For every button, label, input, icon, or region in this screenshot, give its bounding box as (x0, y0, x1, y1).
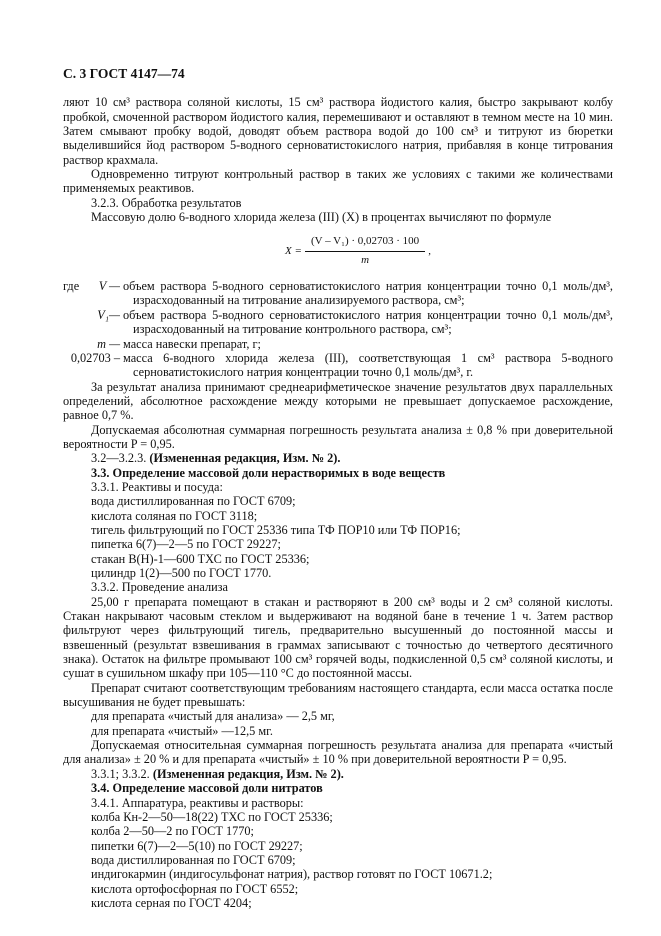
amendment-text: (Измененная редакция, Изм. № 2). (152, 766, 344, 781)
list-item: стакан В(Н)-1—600 ТХС по ГОСТ 25336; (91, 551, 310, 566)
section-heading: 3.4. Определение массовой доли нитратов (91, 781, 323, 796)
list-item: вода дистиллированная по ГОСТ 6709; (91, 494, 296, 509)
list-item: кислота соляная по ГОСТ 3118; (91, 508, 258, 523)
formula-lhs: X = (285, 244, 302, 257)
list-item: кислота серная по ГОСТ 4204; (91, 895, 252, 910)
fraction (305, 234, 425, 267)
subsection-heading: 3.3.1. Реактивы и посуда: (91, 479, 223, 494)
subsection-heading: 3.2.3. Обработка результатов (91, 195, 242, 210)
list-item: пипетка 6(7)—2—5 по ГОСТ 29227; (91, 537, 281, 552)
paragraph: Допускаемая относительная суммарная погрешность результата анализа для препарата «чистый для анализа» ± 20 % и для препарата «чистый» ± 10 % при доверительной вероятности P = 0,95. (63, 738, 613, 767)
paragraph: Препарат считают соответствующим требованиям настоящего стандарта, если масса остатка после высушивания не будет превышать: (63, 680, 613, 710)
list-item: кислота ортофосфорная по ГОСТ 6552; (91, 881, 299, 896)
paragraph: Массовую долю 6-водного хлорида железа (III) (X) в процентах вычисляют по формуле (91, 210, 552, 225)
list-item: тигель фильтрующий по ГОСТ 25336 типа ТФ ПОР10 или ТФ ПОР16; (91, 522, 461, 537)
formula-tail: , (428, 244, 431, 257)
paragraph: ляют 10 см³ раствора соляной кислоты, 15 см³ раствора йодистого калия, быстро закрывают колбу пробкой, смоченной раствором йодистого калия, перемешивают и оставляют в темном месте на 10 мин. Затем смывают пробку водой, доводят объем раствора водой до 100 см³ и титруют из бюретки выделившийся йод раствором 5-водного серноватистокислого натрия, прибавляя в конце титрования раствор крахмала. (63, 95, 613, 167)
paragraph: Одновременно титруют контрольный раствор в таких же условиях с такими же количествами применяемых реактивов. (63, 167, 613, 196)
where-symbol: V — (98, 279, 120, 294)
section-heading: 3.3. Определение массовой доли нерастворимых в воде веществ (91, 465, 446, 480)
list-item: для препарата «чистый для анализа» — 2,5 мг, (91, 709, 335, 724)
amendment-note (63, 451, 613, 465)
paragraph: Допускаемая абсолютная суммарная погрешность результата анализа ± 0,8 % при доверительной вероятности P = 0,95. (63, 422, 613, 451)
list-item: индигокармин (индигосульфонат натрия), раствор готовят по ГОСТ 10671.2; (91, 867, 493, 882)
where-word: где (63, 279, 80, 294)
formula-numerator: (V – V₁) · 0,02703 · 100 (305, 234, 425, 251)
formula (103, 234, 613, 267)
amendment-note (63, 767, 613, 781)
list-item: пипетки 6(7)—2—5(10) по ГОСТ 29227; (91, 838, 303, 853)
list-item: колба 2—50—2 по ГОСТ 1770; (91, 824, 254, 839)
amendment-text: (Измененная редакция, Изм. № 2). (149, 451, 341, 466)
list-item: колба Кн-2—50—18(22) ТХС по ГОСТ 25336; (91, 809, 333, 824)
where-desc: масса навески препарат, г; (123, 336, 261, 351)
where-symbol: V₁— (97, 307, 120, 322)
page-header: С. 3 ГОСТ 4147—74 (63, 66, 185, 81)
where-symbol: 0,02703 – (70, 350, 120, 365)
where-desc: объем раствора 5-водного серноватистокислого натрия концентрации точно 0,1 моль/дм³, израсходованный на титрование анализируемого раствора, см³; (123, 279, 613, 308)
where-desc: объем раствора 5-водного серноватистокислого натрия концентрации точно 0,1 моль/дм³, израсходованный на титрование контрольного раствора, см³; (123, 307, 613, 337)
list-item: для препарата «чистый» —12,5 мг. (91, 723, 273, 738)
formula-denominator: m (361, 253, 370, 266)
paragraph: За результат анализа принимают среднеарифметическое значение результатов двух параллельных определений, абсолютное расхождение между которыми не превышает допускаемое расхождение, равное 0,7 %. (63, 379, 613, 423)
where-block (63, 279, 613, 379)
list-item: цилиндр 1(2)—500 по ГОСТ 1770. (91, 566, 272, 580)
subsection-heading: 3.3.2. Проведение анализа (91, 580, 228, 595)
where-desc: масса 6-водного хлорида железа (III), соответствующая 1 см³ раствора 5-водного серноватистокислого натрия концентрации точно 0,1 моль/дм³, г. (123, 350, 613, 380)
list-item: вода дистиллированная по ГОСТ 6709; (91, 852, 296, 867)
subsection-heading: 3.4.1. Аппаратура, реактивы и растворы: (91, 795, 304, 810)
where-symbol: m — (97, 336, 120, 351)
amendment-number: 3.3.1; 3.3.2. (91, 766, 150, 781)
paragraph: 25,00 г препарата помещают в стакан и растворяют в 200 см³ воды и 2 см³ соляной кислоты. Стакан накрывают часовым стеклом и выдерживают на водяной бане в течение 1 ч. Затем раствор фильтруют через фильтрующий тигель, предварительно высушенный до постоянной массы и взвешенный (результат взвешивания в граммах записывают с точностью до четвертого десятичного знака). Остаток на фильтре промывают 100 см³ горячей воды, подкисленной 0,5 см³ соляной кислоты, и сушат в сушильном шкафу при 105—110 °С до постоянной массы. (63, 594, 613, 681)
document-page (63, 67, 613, 910)
amendment-number: 3.2—3.2.3. (91, 451, 147, 466)
